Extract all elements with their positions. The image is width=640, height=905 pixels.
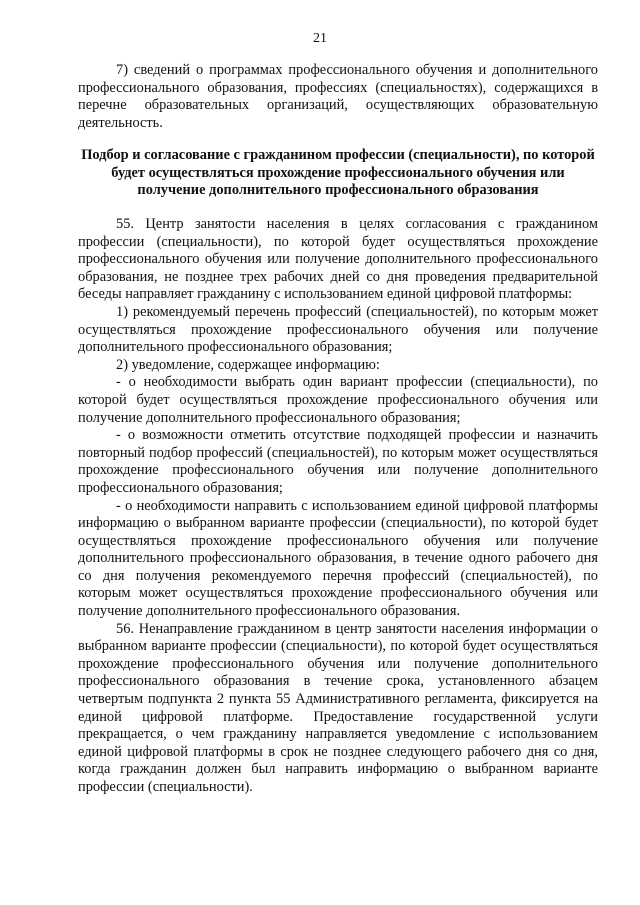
section-heading: Подбор и согласование с гражданином профессии (специальности), по которой будет осуществляться прохождение профессионального обучения или получение дополнительного профессионального образования — [81, 147, 595, 199]
paragraph-56: 56. Ненаправление гражданином в центр занятости населения информации о выбранном варианте профессии (специальности), по которой будет осуществляться прохождение профессионального обучения или получение дополнительного профессионального образования в течение срока, установленного абзацем четвертым подпункта 2 пункта 55 Административного регламента, фиксируется на единой цифровой платформе. Предоставление государственной услуги прекращается, о чем гражданину направляется уведомление с использованием единой цифровой платформы в срок не позднее следующего рабочего дня со дня, когда гражданин должен был направить информацию о выбранном варианте профессии (специальности). — [78, 620, 598, 795]
bullet-send-choice: - о необходимости направить с использованием единой цифровой платформы информацию о выбранном варианте профессии (специальности), по которой будет осуществляться прохождение профессионального обучения или получение дополнительного профессионального образования, в течение одного рабочего дня со дня получения рекомендуемого перечня профессий (специальностей), по которым может осуществляться прохождение профессионального обучения или получение дополнительного профессионального образования. — [78, 497, 598, 620]
body-text — [78, 216, 598, 797]
bullet-select-profession: - о необходимости выбрать один вариант профессии (специальности), по которой будет осуществляться прохождение профессионального обучения или получение дополнительного профессионального образования; — [78, 374, 598, 426]
list-item-2: 2) уведомление, содержащее информацию: — [116, 356, 380, 373]
bullet-repeat-selection: - о возможности отметить отсутствие подходящей профессии и назначить повторный подбор профессий (специальностей), по которым может осуществляться прохождение профессионального обучения или получение дополнительного профессионального образования; — [78, 427, 598, 496]
list-item-1: 1) рекомендуемый перечень профессий (специальностей), по которым может осуществляться прохождение профессионального обучения или получение дополнительного профессионального образования; — [78, 303, 598, 356]
paragraph-55: 55. Центр занятости населения в целях согласования с гражданином профессии (специальности), по которой будет осуществляться прохождение профессионального обучения или получение дополнительного профессионального образования, не позднее трех рабочих дней со дня проведения предварительной беседы направляет гражданину с использованием единой цифровой платформы: — [78, 216, 598, 303]
page-number: 21 — [313, 31, 327, 46]
intro-paragraph: 7) сведений о программах профессионального обучения и дополнительного профессионального образования, профессиях (специальностях), содержащихся в перечне образовательных организаций, осуществляющих образовательную деятельность. — [78, 62, 598, 131]
